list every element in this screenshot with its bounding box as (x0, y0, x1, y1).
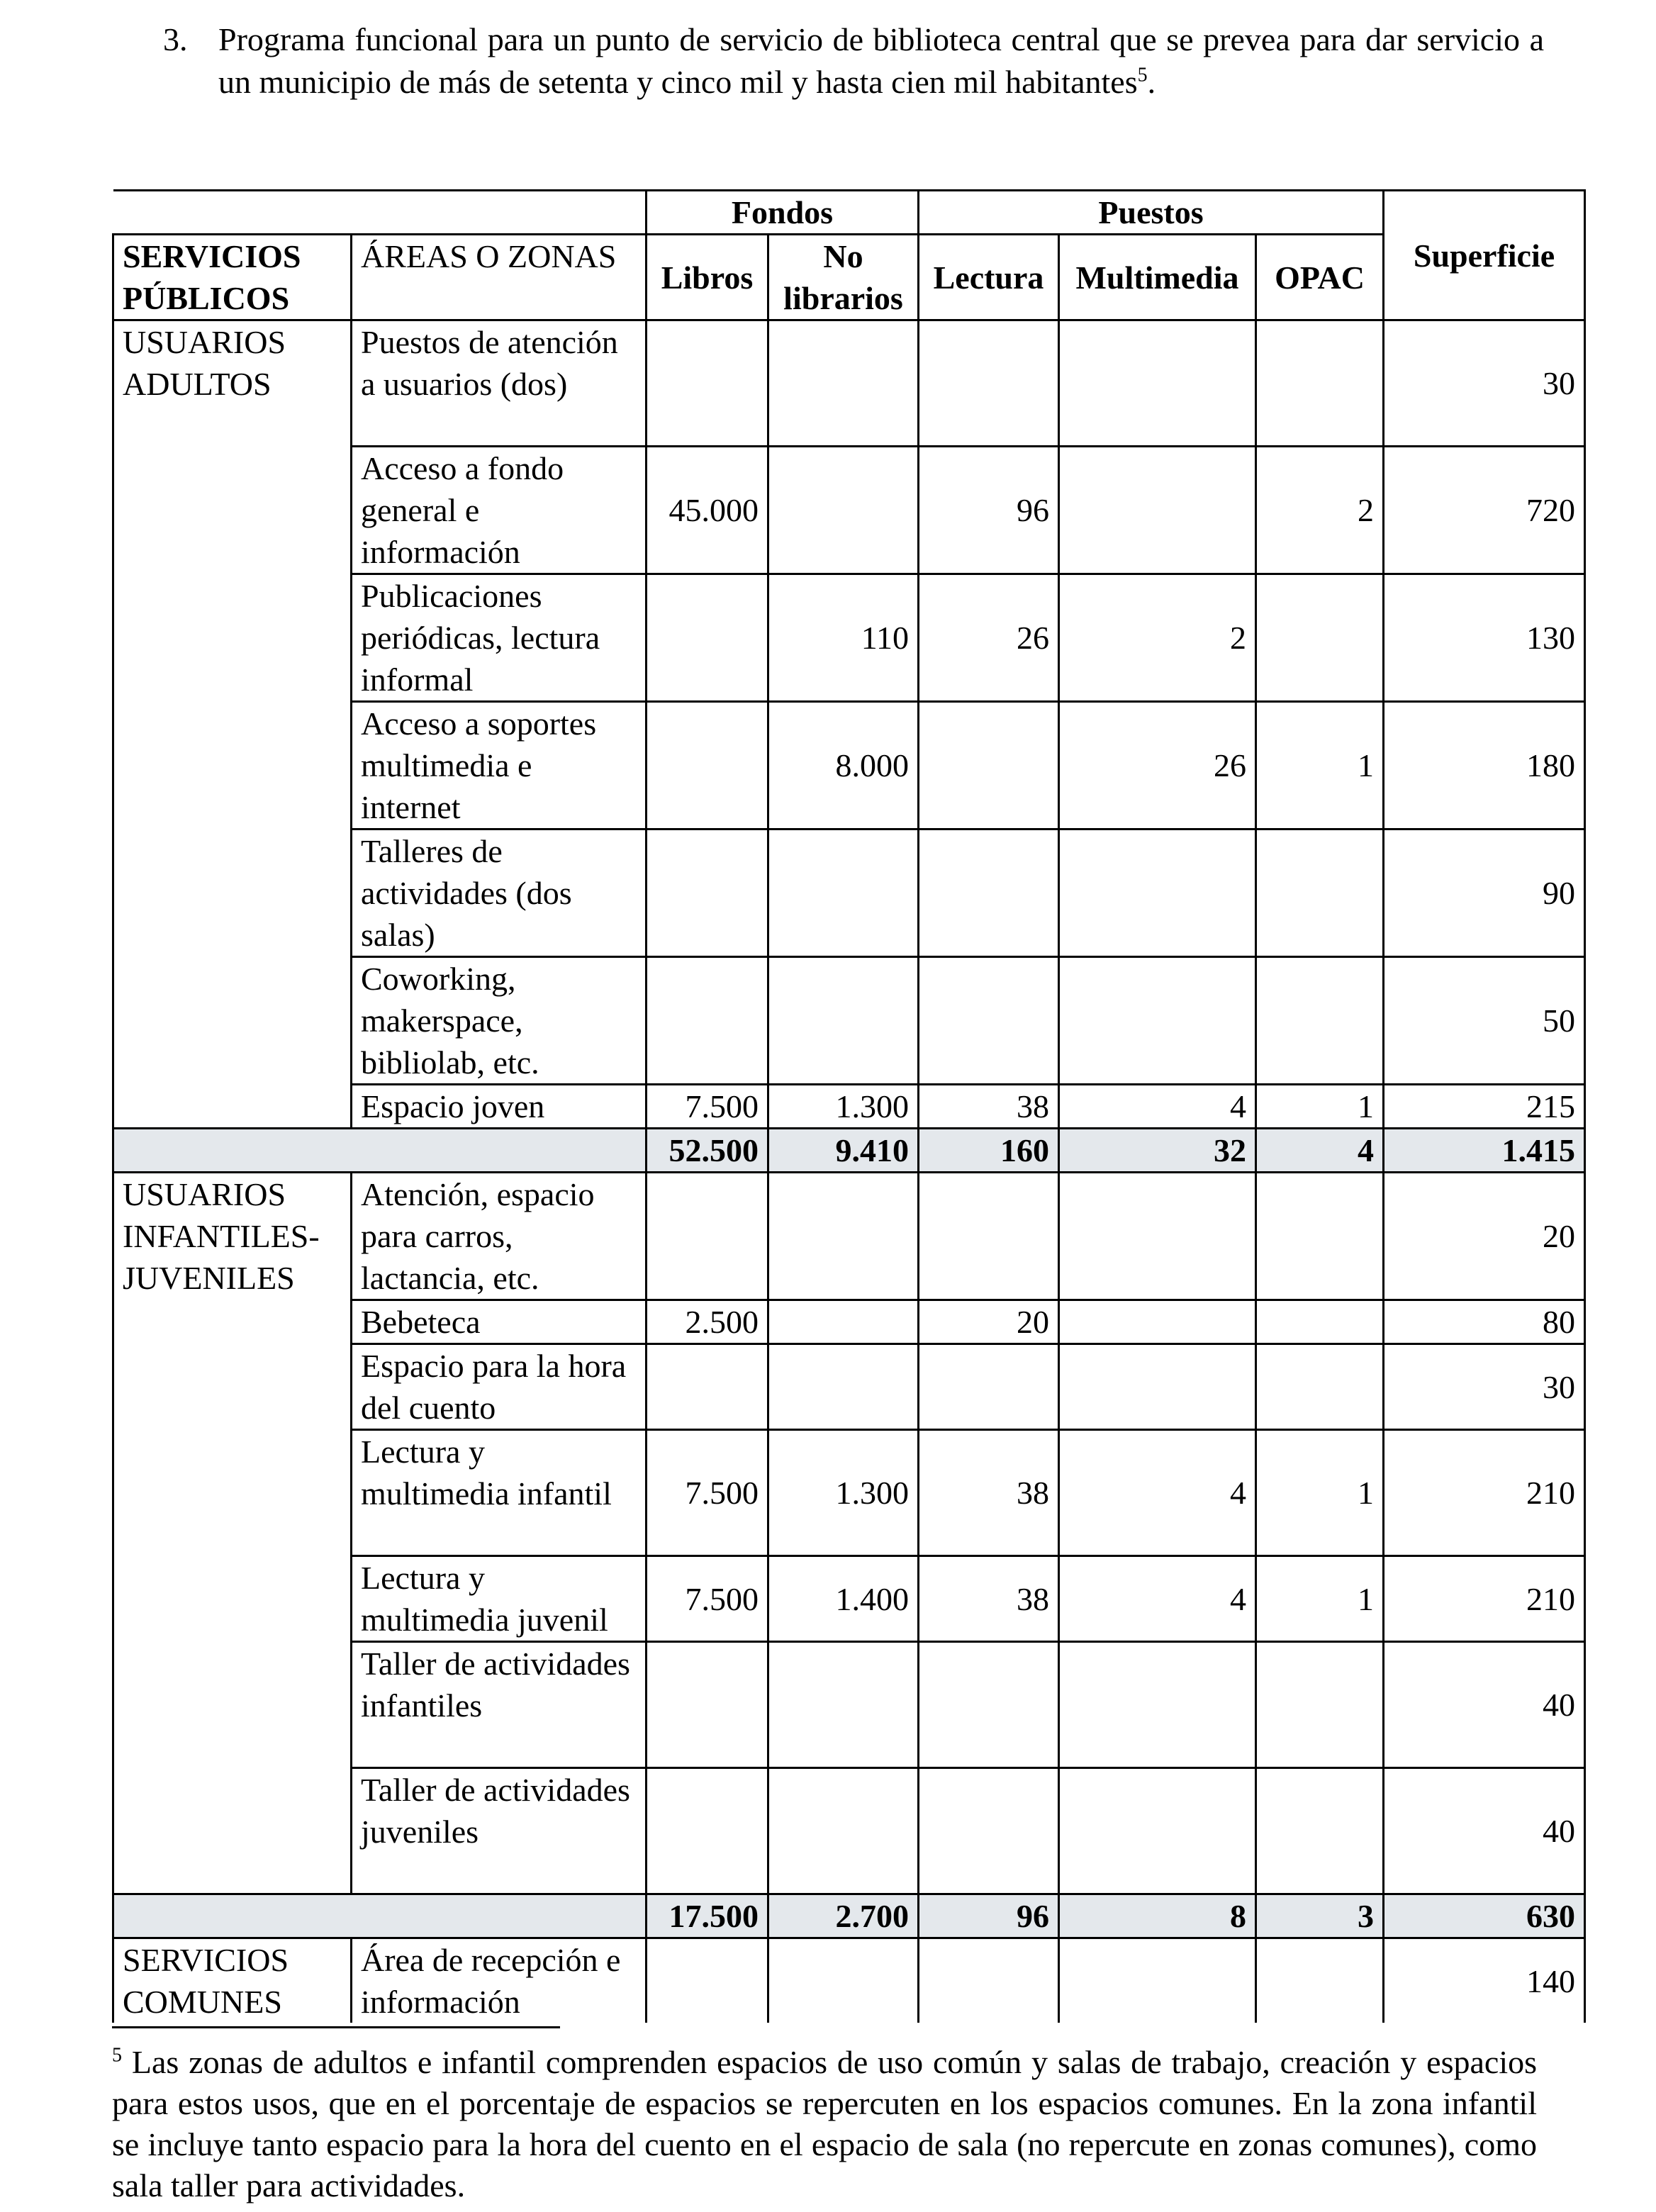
header-opac: OPAC (1256, 235, 1384, 320)
area-cell: Lectura y multimedia juvenil (352, 1556, 647, 1642)
header-areas: ÁREAS O ZONAS (352, 235, 647, 320)
no-librarios-cell (768, 1642, 919, 1768)
lectura-cell: 96 (919, 447, 1059, 574)
libros-cell: 7.500 (647, 1430, 768, 1556)
opac-cell (1256, 1938, 1384, 2023)
table-row (113, 1173, 1585, 1300)
lectura-cell (919, 1938, 1059, 2023)
multimedia-cell (1059, 320, 1256, 447)
header-spacer (113, 191, 647, 235)
opac-cell: 1 (1256, 1085, 1384, 1129)
heading-number: 3. (163, 21, 188, 57)
area-cell: Publicaciones periódicas, lectura informal (352, 574, 647, 702)
area-cell: Taller de actividades infantiles (352, 1642, 647, 1768)
footnote-separator (112, 2026, 560, 2028)
no-librarios-cell (768, 957, 919, 1085)
header-servicios: SERVICIOS PÚBLICOS (113, 235, 352, 320)
area-cell: Acceso a soportes multimedia e internet (352, 702, 647, 830)
heading-end: . (1147, 64, 1156, 100)
area-cell: Bebeteca (352, 1300, 647, 1344)
opac-cell (1256, 1173, 1384, 1300)
libros-cell (647, 1938, 768, 2023)
superficie-cell: 20 (1384, 1173, 1585, 1300)
area-cell: Taller de actividades juveniles (352, 1768, 647, 1894)
header-lectura: Lectura (919, 235, 1059, 320)
area-cell: Talleres de actividades (dos salas) (352, 830, 647, 957)
libros-cell (647, 574, 768, 702)
multimedia-cell: 26 (1059, 702, 1256, 830)
subtotal-label (113, 1129, 647, 1173)
subtotal-no-librarios: 9.410 (768, 1129, 919, 1173)
no-librarios-cell (768, 1173, 919, 1300)
opac-cell (1256, 1768, 1384, 1894)
no-librarios-cell (768, 1344, 919, 1430)
libros-cell: 7.500 (647, 1556, 768, 1642)
multimedia-cell (1059, 447, 1256, 574)
header-superficie: Superficie (1384, 191, 1585, 320)
opac-cell: 1 (1256, 1430, 1384, 1556)
header-libros: Libros (647, 235, 768, 320)
libros-cell: 7.500 (647, 1085, 768, 1129)
opac-cell (1256, 957, 1384, 1085)
area-cell: Coworking, makerspace, bibliolab, etc. (352, 957, 647, 1085)
area-cell: Espacio para la hora del cuento (352, 1344, 647, 1430)
group-label-adultos: USUARIOS ADULTOS (113, 320, 352, 1129)
lectura-cell: 38 (919, 1085, 1059, 1129)
subtotal-row-adultos (113, 1129, 1585, 1173)
multimedia-cell (1059, 957, 1256, 1085)
area-cell: Puestos de atención a usuarios (dos) (352, 320, 647, 447)
no-librarios-cell (768, 1768, 919, 1894)
lectura-cell: 20 (919, 1300, 1059, 1344)
no-librarios-cell: 1.300 (768, 1085, 919, 1129)
lectura-cell (919, 1344, 1059, 1430)
header-row-2 (113, 235, 1585, 320)
heading-text (218, 18, 1544, 104)
lectura-cell (919, 1173, 1059, 1300)
superficie-cell: 80 (1384, 1300, 1585, 1344)
opac-cell: 1 (1256, 1556, 1384, 1642)
no-librarios-cell: 1.300 (768, 1430, 919, 1556)
subtotal-superficie: 630 (1384, 1894, 1585, 1938)
header-row-1 (113, 191, 1585, 235)
area-cell: Espacio joven (352, 1085, 647, 1129)
subtotal-multimedia: 32 (1059, 1129, 1256, 1173)
opac-cell: 2 (1256, 447, 1384, 574)
multimedia-cell (1059, 1642, 1256, 1768)
footnote-text: Las zonas de adultos e infantil comprenden espacios de uso común y salas de trabajo, creación y espacios para estos usos, que en el porcentaje de espacios se repercuten en los espacios comunes. En la zona infantil se incluye tanto espacio para la hora del cuento en el espacio de sala (no repercute en zonas comunes), como sala taller para actividades. (112, 2044, 1537, 2203)
opac-cell (1256, 1300, 1384, 1344)
subtotal-opac: 4 (1256, 1129, 1384, 1173)
multimedia-cell (1059, 1300, 1256, 1344)
superficie-cell: 210 (1384, 1430, 1585, 1556)
superficie-cell: 215 (1384, 1085, 1585, 1129)
superficie-cell: 720 (1384, 447, 1585, 574)
superficie-cell: 40 (1384, 1642, 1585, 1768)
no-librarios-cell (768, 320, 919, 447)
opac-cell: 1 (1256, 702, 1384, 830)
header-no-librarios: No librarios (768, 235, 919, 320)
multimedia-cell: 4 (1059, 1556, 1256, 1642)
no-librarios-cell: 1.400 (768, 1556, 919, 1642)
footnote-number: 5 (112, 2044, 122, 2067)
functional-program-table (112, 189, 1586, 2023)
superficie-cell: 30 (1384, 320, 1585, 447)
lectura-cell (919, 830, 1059, 957)
libros-cell (647, 320, 768, 447)
subtotal-libros: 52.500 (647, 1129, 768, 1173)
libros-cell: 2.500 (647, 1300, 768, 1344)
opac-cell (1256, 320, 1384, 447)
libros-cell (647, 1768, 768, 1894)
lectura-cell: 38 (919, 1556, 1059, 1642)
no-librarios-cell: 8.000 (768, 702, 919, 830)
superficie-cell: 130 (1384, 574, 1585, 702)
lectura-cell (919, 1642, 1059, 1768)
lectura-cell (919, 320, 1059, 447)
superficie-cell: 30 (1384, 1344, 1585, 1430)
libros-cell: 45.000 (647, 447, 768, 574)
multimedia-cell (1059, 1344, 1256, 1430)
group-label-infantiles: USUARIOS INFANTILES-JUVENILES (113, 1173, 352, 1894)
no-librarios-cell: 110 (768, 574, 919, 702)
subtotal-libros: 17.500 (647, 1894, 768, 1938)
header-puestos: Puestos (919, 191, 1384, 235)
superficie-cell: 210 (1384, 1556, 1585, 1642)
footnote (112, 2042, 1537, 2206)
subtotal-opac: 3 (1256, 1894, 1384, 1938)
header-fondos: Fondos (647, 191, 919, 235)
no-librarios-cell (768, 1938, 919, 2023)
libros-cell (647, 1173, 768, 1300)
area-cell: Área de recepción e información (352, 1938, 647, 2023)
functional-program-table-wrapper (112, 189, 1586, 2023)
heading-footnote-ref[interactable]: 5 (1137, 64, 1148, 86)
libros-cell (647, 1344, 768, 1430)
subtotal-lectura: 160 (919, 1129, 1059, 1173)
libros-cell (647, 702, 768, 830)
multimedia-cell: 4 (1059, 1085, 1256, 1129)
multimedia-cell (1059, 830, 1256, 957)
header-multimedia: Multimedia (1059, 235, 1256, 320)
group-label-comunes: SERVICIOS COMUNES (113, 1938, 352, 2023)
subtotal-label (113, 1894, 647, 1938)
multimedia-cell (1059, 1173, 1256, 1300)
heading-body: Programa funcional para un punto de servicio de biblioteca central que se prevea para dar servicio a un municipio de más de setenta y cinco mil y hasta cien mil habitantes (218, 21, 1544, 100)
multimedia-cell: 4 (1059, 1430, 1256, 1556)
opac-cell (1256, 1642, 1384, 1768)
subtotal-no-librarios: 2.700 (768, 1894, 919, 1938)
subtotal-multimedia: 8 (1059, 1894, 1256, 1938)
libros-cell (647, 830, 768, 957)
libros-cell (647, 957, 768, 1085)
subtotal-lectura: 96 (919, 1894, 1059, 1938)
table-row (113, 1938, 1585, 2023)
multimedia-cell: 2 (1059, 574, 1256, 702)
area-cell: Lectura y multimedia infantil (352, 1430, 647, 1556)
superficie-cell: 90 (1384, 830, 1585, 957)
no-librarios-cell (768, 447, 919, 574)
lectura-cell: 26 (919, 574, 1059, 702)
superficie-cell: 140 (1384, 1938, 1585, 2023)
superficie-cell: 40 (1384, 1768, 1585, 1894)
lectura-cell: 38 (919, 1430, 1059, 1556)
no-librarios-cell (768, 1300, 919, 1344)
subtotal-row-infantiles (113, 1894, 1585, 1938)
superficie-cell: 50 (1384, 957, 1585, 1085)
lectura-cell (919, 702, 1059, 830)
lectura-cell (919, 1768, 1059, 1894)
libros-cell (647, 1642, 768, 1768)
opac-cell (1256, 1344, 1384, 1430)
opac-cell (1256, 830, 1384, 957)
superficie-cell: 180 (1384, 702, 1585, 830)
multimedia-cell (1059, 1938, 1256, 2023)
opac-cell (1256, 574, 1384, 702)
lectura-cell (919, 957, 1059, 1085)
subtotal-superficie: 1.415 (1384, 1129, 1585, 1173)
area-cell: Acceso a fondo general e información (352, 447, 647, 574)
no-librarios-cell (768, 830, 919, 957)
table-row (113, 320, 1585, 447)
multimedia-cell (1059, 1768, 1256, 1894)
area-cell: Atención, espacio para carros, lactancia, etc. (352, 1173, 647, 1300)
